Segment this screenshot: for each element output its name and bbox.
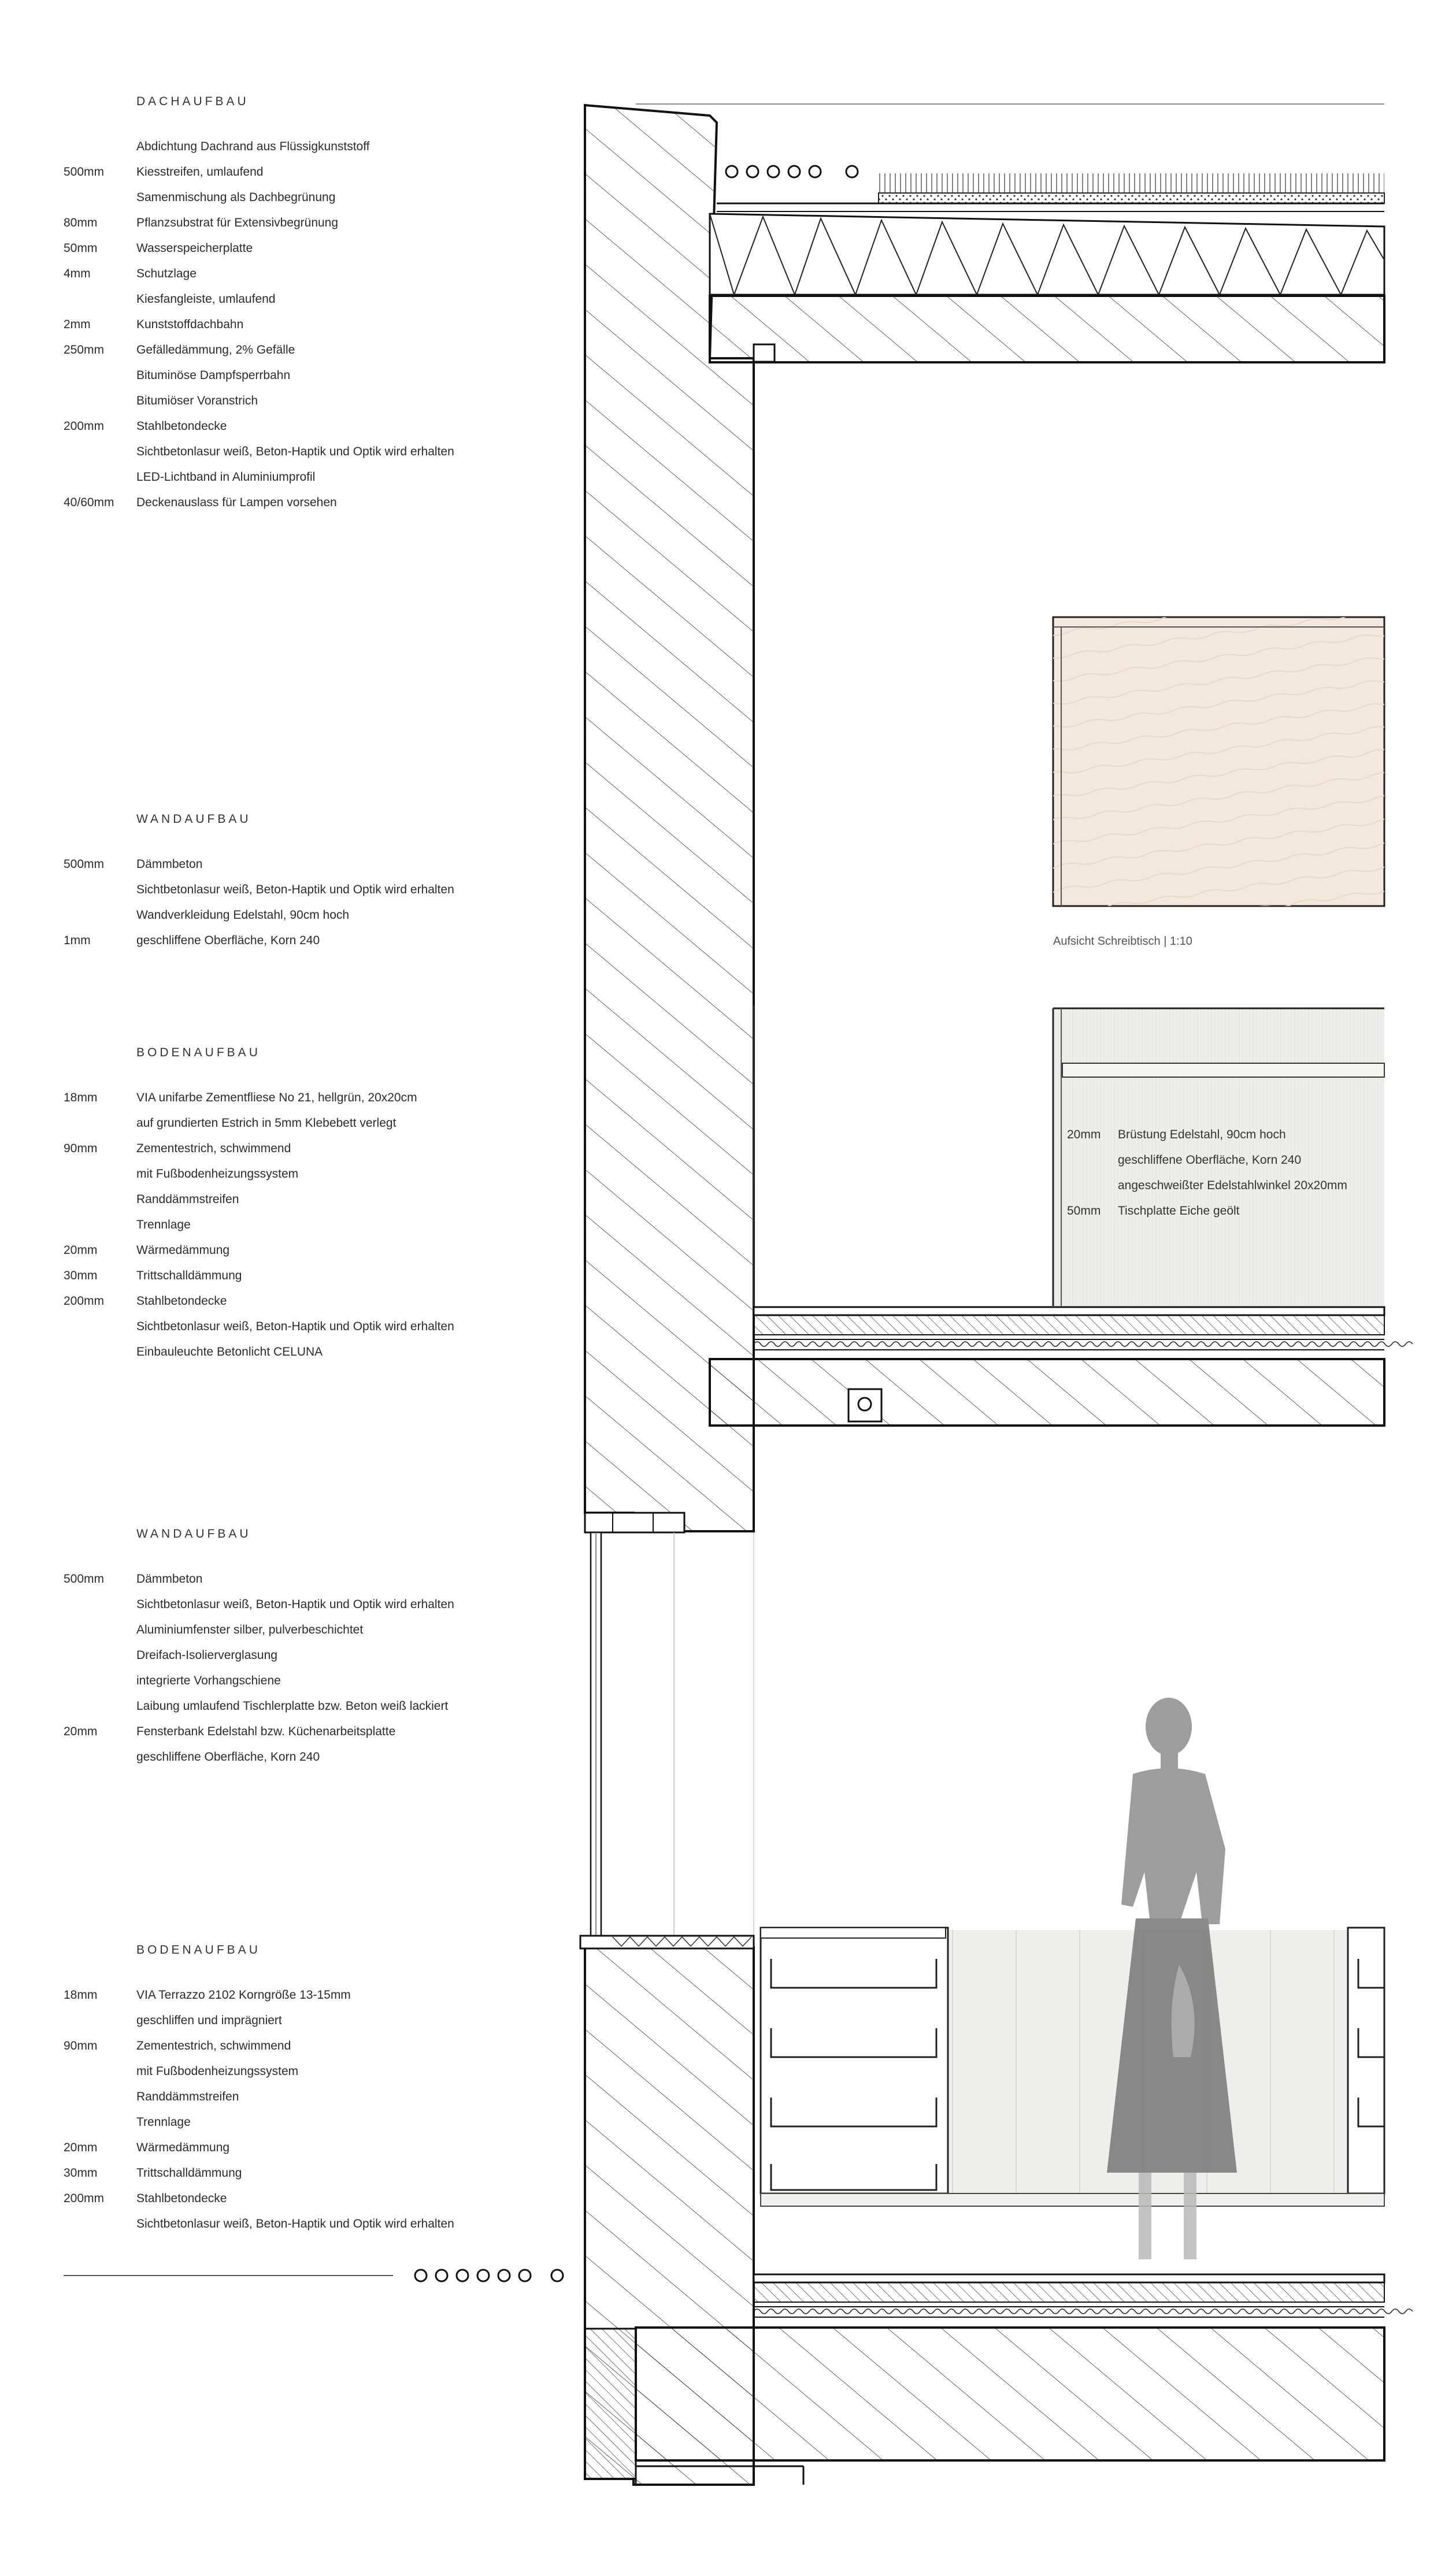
layer-description: Zementestrich, schwimmend — [136, 1142, 291, 1155]
window-sill — [580, 1936, 754, 1948]
layer-description: integrierte Vorhangschiene — [136, 1674, 281, 1687]
layer-description: LED-Lichtband in Aluminiumprofil — [136, 470, 316, 484]
layer-description: Sichtbetonlasur weiß, Beton-Haptik und Optik wird erhalten — [136, 2217, 454, 2230]
led-profile — [754, 344, 775, 362]
layer-description: Randdämmstreifen — [136, 2090, 239, 2103]
layer-description: geschliffen und imprägniert — [136, 2014, 282, 2027]
roof-buildup — [710, 166, 1384, 362]
layer-thickness: 500mm — [64, 165, 105, 179]
layer-description: Dämmbeton — [136, 1572, 203, 1586]
substrate-layer — [879, 193, 1384, 203]
layer-description: Sichtbetonlasur weiß, Beton-Haptik und Optik wird erhalten — [136, 1598, 454, 1611]
desk-caption: Aufsicht Schreibtisch | 1:10 — [1053, 935, 1192, 948]
layer-description: geschliffene Oberfläche, Korn 240 — [136, 1750, 320, 1764]
layer-description: Tischplatte Eiche geölt — [1118, 1204, 1240, 1218]
layer-thickness: 20mm — [64, 1244, 98, 1257]
layer-description: mit Fußbodenheizungssystem — [136, 1167, 299, 1181]
upper-floor-buildup — [710, 1307, 1413, 1426]
section-title: DACHAUFBAU — [136, 95, 249, 108]
layer-thickness: 50mm — [64, 242, 98, 255]
desk-top-view — [1053, 617, 1384, 906]
layer-description: Trennlage — [136, 2115, 191, 2129]
lower-facade-strip — [585, 2329, 636, 2479]
vegetation-layer — [879, 173, 1384, 193]
layer-thickness: 200mm — [64, 420, 105, 433]
layer-description: Aluminiumfenster silber, pulverbeschichtet — [136, 1623, 364, 1636]
layer-description: Kiesstreifen, umlaufend — [136, 165, 264, 179]
layer-thickness: 90mm — [64, 2039, 98, 2052]
layer-description: Wasserspeicherplatte — [136, 242, 253, 255]
layer-description: Trennlage — [136, 1218, 191, 1231]
layer-description: Sichtbetonlasur weiß, Beton-Haptik und Optik wird erhalten — [136, 883, 454, 896]
layer-thickness: 50mm — [1067, 1204, 1101, 1218]
layer-description: Gefälledämmung, 2% Gefälle — [136, 343, 295, 357]
layer-description: geschliffene Oberfläche, Korn 240 — [136, 934, 320, 947]
layer-thickness: 20mm — [1067, 1128, 1101, 1141]
section-title: BODENAUFBAU — [136, 1943, 261, 1957]
layer-description: Einbauleuchte Betonlicht CELUNA — [136, 1345, 323, 1358]
roof-slab — [710, 296, 1384, 362]
layer-thickness: 200mm — [64, 1294, 105, 1308]
section-title: BODENAUFBAU — [136, 1046, 261, 1059]
layer-description: Fensterbank Edelstahl bzw. Küchenarbeitsplatte — [136, 1725, 396, 1738]
layer-thickness: 20mm — [64, 1725, 98, 1738]
layer-description: Stahlbetondecke — [136, 1294, 227, 1308]
layer-description: Schutzlage — [136, 267, 197, 280]
layer-thickness: 30mm — [64, 1269, 98, 1282]
layer-description: Trittschalldämmung — [136, 2166, 242, 2180]
layer-description: Dämmbeton — [136, 858, 203, 871]
layer-thickness: 20mm — [64, 2141, 98, 2154]
floor-slab — [710, 1359, 1384, 1426]
layer-description: Sichtbetonlasur weiß, Beton-Haptik und Optik wird erhalten — [136, 445, 454, 458]
layer-description: geschliffene Oberfläche, Korn 240 — [1118, 1153, 1302, 1167]
layer-thickness: 500mm — [64, 858, 105, 871]
layer-specifications — [0, 0, 555, 2576]
layer-description: Zementestrich, schwimmend — [136, 2039, 291, 2052]
layer-description: VIA Terrazzo 2102 Korngröße 13-15mm — [136, 1988, 351, 2002]
layer-thickness: 18mm — [64, 1988, 98, 2002]
layer-description: Dreifach-Isolierverglasung — [136, 1649, 277, 1662]
layer-description: Samenmischung als Dachbegrünung — [136, 191, 336, 204]
layer-description: Laibung umlaufend Tischlerplatte bzw. Beton weiß lackiert — [136, 1699, 449, 1713]
layer-description: Kunststoffdachbahn — [136, 318, 244, 331]
layer-description: Bitumiöser Voranstrich — [136, 394, 258, 407]
layer-description: Sichtbetonlasur weiß, Beton-Haptik und Optik wird erhalten — [136, 1320, 454, 1333]
layer-description: VIA unifarbe Zementfliese No 21, hellgrün, 20x20cm — [136, 1091, 417, 1104]
layer-description: mit Fußbodenheizungssystem — [136, 2065, 299, 2078]
layer-description: Randdämmstreifen — [136, 1193, 239, 1206]
layer-description: Wärmedämmung — [136, 2141, 230, 2154]
layer-description: Wärmedämmung — [136, 1244, 230, 1257]
window-section — [580, 1513, 754, 1948]
slope-insulation — [710, 214, 1384, 295]
layer-thickness: 1mm — [64, 934, 91, 947]
gravel-strip-circles — [726, 166, 858, 177]
layer-description: Trittschalldämmung — [136, 1269, 242, 1282]
layer-description: Abdichtung Dachrand aus Flüssigkunststoff — [136, 140, 370, 153]
layer-description: Bituminöse Dampfsperrbahn — [136, 369, 291, 382]
layer-description: angeschweißter Edelstahlwinkel 20x20mm — [1118, 1179, 1347, 1192]
section-title: WANDAUFBAU — [136, 1527, 251, 1541]
layer-thickness: 40/60mm — [64, 496, 114, 509]
layer-description: Stahlbetondecke — [136, 420, 227, 433]
layer-description: Deckenauslass für Lampen vorsehen — [136, 496, 337, 509]
layer-description: Wandverkleidung Edelstahl, 90cm hoch — [136, 908, 350, 922]
layer-thickness: 200mm — [64, 2192, 105, 2205]
layer-description: Brüstung Edelstahl, 90cm hoch — [1118, 1128, 1286, 1141]
layer-thickness: 90mm — [64, 1142, 98, 1155]
layer-description: Kiesfangleiste, umlaufend — [136, 292, 276, 306]
ground-slab — [636, 2328, 1384, 2460]
layer-description: Stahlbetondecke — [136, 2192, 227, 2205]
layer-thickness: 18mm — [64, 1091, 98, 1104]
layer-thickness: 80mm — [64, 216, 98, 229]
layer-thickness: 250mm — [64, 343, 105, 357]
layer-thickness: 4mm — [64, 267, 91, 280]
layer-description: Pflanzsubstrat für Extensivbegrünung — [136, 216, 339, 229]
layer-description: auf grundierten Estrich in 5mm Klebebett verlegt — [136, 1116, 397, 1130]
layer-thickness: 2mm — [64, 318, 91, 331]
layer-thickness: 500mm — [64, 1572, 105, 1586]
layer-thickness: 30mm — [64, 2166, 98, 2180]
kitchen-elevation — [761, 1928, 1384, 2206]
section-title: WANDAUFBAU — [136, 812, 251, 826]
